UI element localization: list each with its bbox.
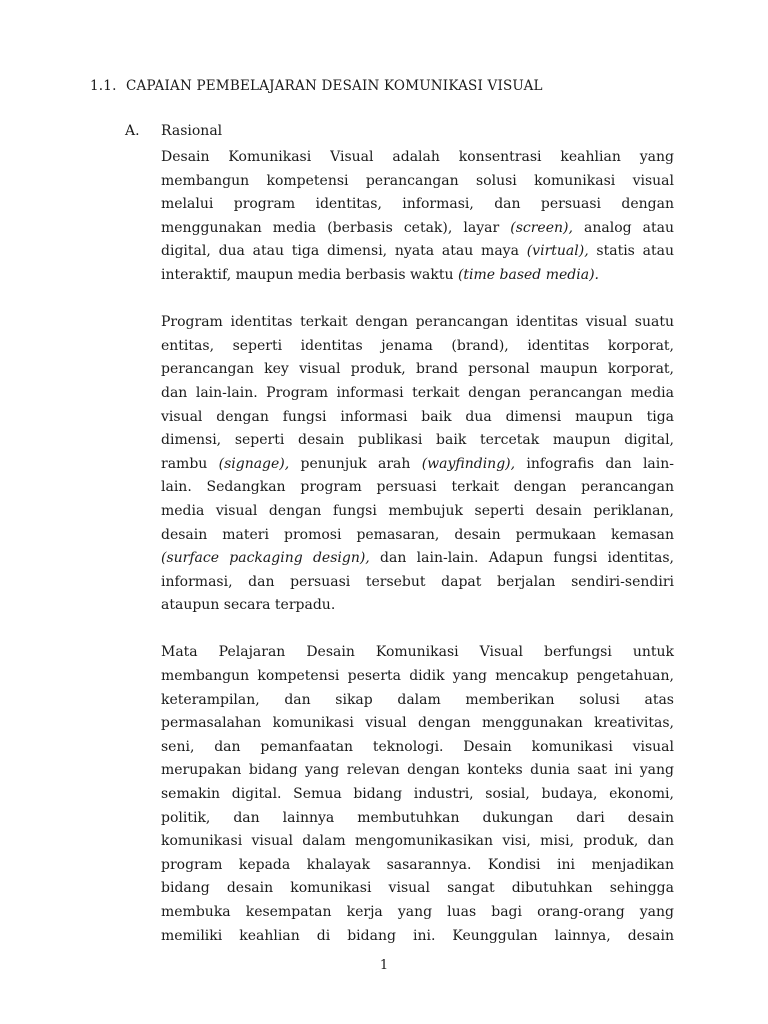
text-line: visual dengan fungsi informasi baik dua dimensi maupun tiga <box>161 408 674 425</box>
body-text <box>161 146 674 948</box>
text-line: seni, dan pemanfaatan teknologi. Desain komunikasi visual <box>161 738 674 755</box>
text-line: keterampilan, dan sikap dalam memberikan solusi atas <box>161 691 674 708</box>
text-line: melalui program identitas, informasi, dan persuasi dengan <box>161 196 674 213</box>
text-line: membangun kompetensi peserta didik yang mencakup pengetahuan, <box>161 668 674 685</box>
subsection-letter: A. <box>125 123 140 139</box>
text-line: merupakan bidang yang relevan dengan konteks dunia saat ini yang <box>161 762 674 779</box>
text-line: interaktif, maupun media berbasis waktu (time based media). <box>161 266 599 283</box>
text-line: digital, dua atau tiga dimensi, nyata atau maya (virtual), statis atau <box>161 243 674 260</box>
text-line: rambu (signage), penunjuk arah (wayfinding), infografis dan lain- <box>161 455 675 472</box>
text-line: ataupun secara terpadu. <box>161 597 336 614</box>
text-line: media visual dengan fungsi membujuk seperti desain periklanan, <box>161 502 674 519</box>
text-line: membangun kompetensi perancangan solusi komunikasi visual <box>161 172 674 189</box>
text-line: membuka kesempatan kerja yang luas bagi orang-orang yang <box>161 904 674 920</box>
text-line: memiliki keahlian di bidang ini. Keunggulan lainnya, desain <box>161 927 674 944</box>
text-line: (surface packaging design), dan lain-lain. Adapun fungsi identitas, <box>161 550 674 567</box>
text-line: semakin digital. Semua bidang industri, sosial, budaya, ekonomi, <box>161 786 674 803</box>
text-line: bidang desain komunikasi visual sangat dibutuhkan sehingga <box>161 880 674 897</box>
text-line: permasalahan komunikasi visual dengan menggunakan kreativitas, <box>161 715 674 732</box>
paragraph-1 <box>161 146 674 288</box>
heading-title: CAPAIAN PEMBELAJARAN DESAIN KOMUNIKASI VISUAL <box>126 78 543 94</box>
text-line: dan lain-lain. Program informasi terkait dengan perancangan media <box>161 384 674 401</box>
paragraph-3 <box>161 641 674 948</box>
text-line: Desain Komunikasi Visual adalah konsentrasi keahlian yang <box>161 149 674 165</box>
text-line: program kepada khalayak sasarannya. Kondisi ini menjadikan <box>161 856 674 873</box>
text-line: perancangan key visual produk, brand personal maupun korporat, <box>161 361 674 378</box>
text-line: politik, dan lainnya membutuhkan dukungan dari desain <box>161 809 674 826</box>
text-line: komunikasi visual dalam mengomunikasikan visi, misi, produk, dan <box>161 833 674 850</box>
text-line: desain materi promosi pemasaran, desain permukaan kemasan <box>161 526 674 543</box>
text-line: informasi, dan persuasi tersebut dapat berjalan sendiri-sendiri <box>161 573 674 590</box>
subsection-label <box>125 123 222 139</box>
text-line: Mata Pelajaran Desain Komunikasi Visual berfungsi untuk <box>161 644 674 661</box>
paragraph-2 <box>161 311 674 618</box>
page-number: 1 <box>379 958 389 973</box>
text-line: menggunakan media (berbasis cetak), layar (screen), analog atau <box>161 219 674 236</box>
subsection-title: Rasional <box>161 123 223 139</box>
text-line: Program identitas terkait dengan perancangan identitas visual suatu <box>161 314 674 331</box>
text-line: lain. Sedangkan program persuasi terkait dengan perancangan <box>161 479 674 496</box>
section-heading <box>90 78 543 94</box>
text-line: entitas, seperti identitas jenama (brand), identitas korporat, <box>161 337 674 354</box>
heading-number: 1.1. <box>90 78 117 94</box>
text-line: dimensi, seperti desain publikasi baik tercetak maupun digital, <box>161 432 674 449</box>
